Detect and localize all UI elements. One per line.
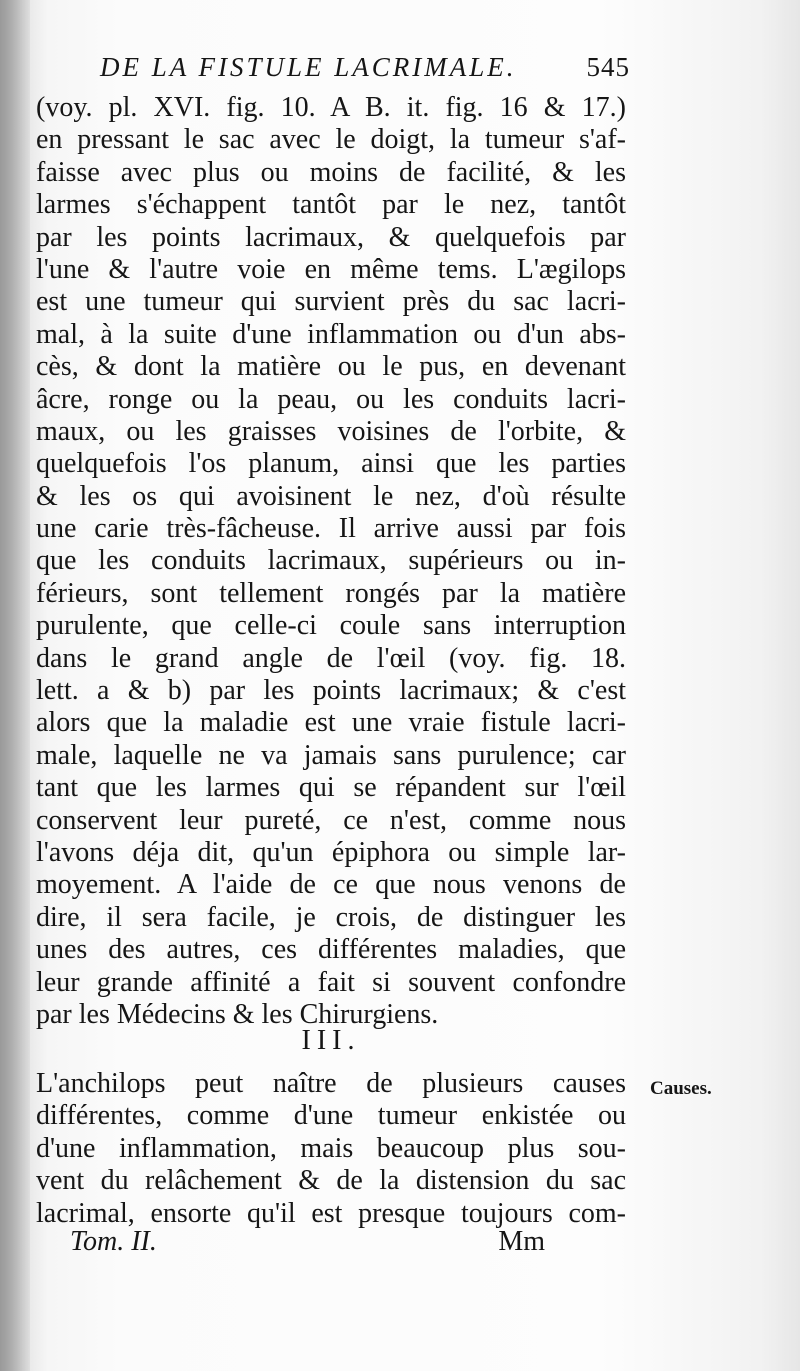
text-line: leur grande affinité a fait si souvent confondre	[36, 966, 626, 998]
text-line: dire, il sera facile, je crois, de distinguer les	[36, 901, 626, 933]
text-line: férieurs, sont tellement rongés par la matière	[36, 577, 626, 609]
text-line: larmes s'échappent tantôt par le nez, tantôt	[36, 189, 626, 221]
text-line: unes des autres, ces différentes maladies, que	[36, 934, 626, 966]
text-line: moyement. A l'aide de ce que nous venons de	[36, 869, 626, 901]
text-line: cès, & dont la matière ou le pus, en devenant	[36, 351, 626, 383]
text-line: mal, à la suite d'une inflammation ou d'un abs-	[36, 318, 626, 350]
text-line: alors que la maladie est une vraie fistule lacri-	[36, 707, 626, 739]
text-line: lett. a & b) par les points lacrimaux; & c'est	[36, 675, 626, 707]
text-line: est une tumeur qui survient près du sac lacri-	[36, 286, 626, 318]
text-line: maux, ou les graisses voisines de l'orbite, &	[36, 415, 626, 447]
text-line: L'anchilops peut naître de plusieurs causes	[36, 1068, 626, 1099]
page-number: 545	[586, 52, 630, 82]
text-line: lacrimal, ensorte qu'il est presque toujours com-	[36, 1197, 626, 1229]
text-line: âcre, ronge ou la peau, ou les conduits lacri-	[36, 383, 626, 415]
text-line: vent du relâchement & de la distension du sac	[36, 1165, 626, 1197]
section-heading: III.	[301, 1025, 361, 1056]
text-line: l'avons déja dit, qu'un épiphora ou simple lar-	[36, 836, 626, 868]
text-line: d'une inflammation, mais beaucoup plus sou-	[36, 1132, 626, 1164]
volume-label: Tom. II.	[70, 1226, 157, 1257]
gutter-shadow	[0, 0, 30, 1371]
text-line: une carie très-fâcheuse. Il arrive aussi par fois	[36, 513, 626, 545]
page-header	[100, 52, 630, 94]
text-line: purulente, que celle-ci coule sans interruption	[36, 610, 626, 642]
text-line: par les Médecins & les Chirurgiens.	[36, 998, 439, 1030]
page-footer	[70, 1226, 545, 1260]
text-line: l'une & l'autre voie en même tems. L'ægilops	[36, 253, 626, 285]
text-line: & les os qui avoisinent le nez, d'où résulte	[36, 480, 626, 512]
paragraph-2	[36, 1068, 626, 1230]
text-line: quelquefois l'os planum, ainsi que les parties	[36, 448, 626, 480]
text-line: male, laquelle ne va jamais sans purulence; car	[36, 739, 626, 771]
text-line: (voy. pl. XVI. fig. 10. A B. it. fig. 16 & 17.)	[36, 92, 626, 123]
running-title: DE LA FISTULE LACRIMALE.	[100, 52, 517, 82]
text-line: conservent leur pureté, ce n'est, comme nous	[36, 804, 626, 836]
text-line: tant que les larmes qui se répandent sur l'œil	[36, 772, 626, 804]
margin-note: Causes.	[650, 1078, 712, 1099]
text-line: différentes, comme d'une tumeur enkistée ou	[36, 1100, 626, 1132]
signature-mark: Mm	[498, 1226, 545, 1257]
text-line: faisse avec plus ou moins de facilité, & les	[36, 156, 626, 188]
text-line: dans le grand angle de l'œil (voy. fig. 18.	[36, 642, 626, 674]
paragraph-1	[36, 92, 626, 1031]
text-line: que les conduits lacrimaux, supérieurs ou in-	[36, 545, 626, 577]
text-line: par les points lacrimaux, & quelquefois par	[36, 221, 626, 253]
text-line: en pressant le sac avec le doigt, la tumeur s'af-	[36, 124, 626, 156]
